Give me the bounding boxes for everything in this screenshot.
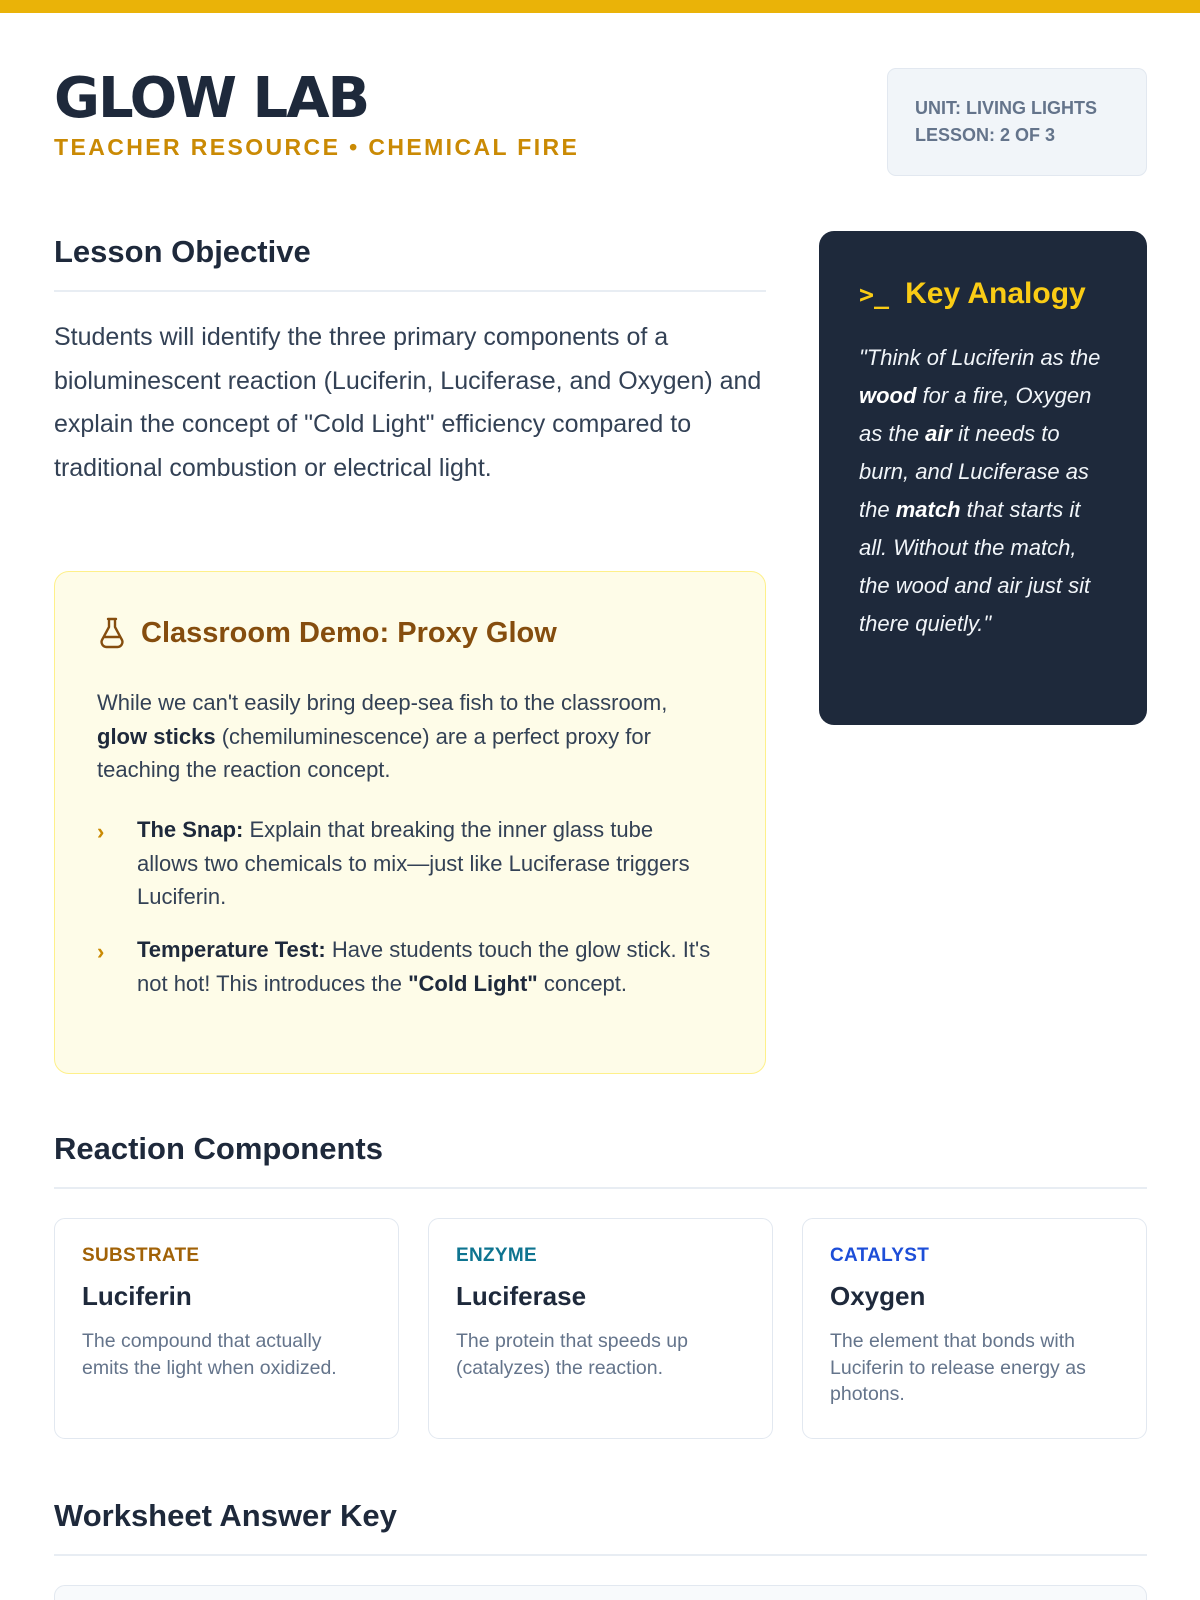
demo-title: Classroom Demo: Proxy Glow [141,616,557,649]
card-name: Luciferase [456,1281,587,1311]
top-accent-bar [0,0,1200,13]
chevron-right-icon: › [97,939,105,964]
item-label: Temperature Test: [137,937,326,962]
demo-intro-part: While we can't easily bring deep-sea fish to the classroom, [97,690,668,715]
quote-bold: wood [859,383,917,408]
chevron-right-icon: › [97,819,105,844]
item-bold: "Cold Light" [408,970,538,996]
item-text: Have students touch the glow stick. It's not hot! This introduces the [137,937,711,996]
component-card [802,1218,1147,1439]
divider [54,290,766,292]
analogy-quote [859,339,1107,643]
card-description: The protein that speeds up (catalyzes) the reaction. [456,1330,688,1379]
card-tag: SUBSTRATE [82,1245,200,1266]
page-title: GLOW LAB [54,66,369,131]
quote-bold: match [895,497,961,522]
objective-heading: Lesson Objective [54,234,311,269]
quote-part: for a fire, Oxygen as the [859,383,1092,446]
card-name: Luciferin [82,1281,192,1311]
demo-intro [97,686,717,787]
lesson-meta-box [887,68,1147,176]
terminal-icon: >_ [859,279,890,309]
components-heading: Reaction Components [54,1131,383,1166]
demo-list-item [97,933,717,1000]
demo-intro-bold: glow sticks [97,723,216,749]
divider [54,1554,1147,1556]
component-card [54,1218,399,1439]
lesson-label: LESSON: 2 OF 3 [915,125,1056,145]
demo-intro-part: (chemiluminescence) are a perfect proxy for teaching the reaction concept. [97,723,651,782]
unit-label: UNIT: LIVING LIGHTS [915,98,1097,118]
demo-list-item [97,813,717,914]
divider [54,1187,1147,1189]
item-text: Explain that breaking the inner glass tube allows two chemicals to mix—just like Luciferase triggers Luciferin. [137,817,690,909]
page-subtitle: TEACHER RESOURCE • CHEMICAL FIRE [54,134,580,160]
quote-part: that starts it all. Without the match, the wood and air just sit there quietly." [859,497,1091,636]
quote-bold: air [925,421,952,446]
analogy-header [859,277,1107,311]
quote-part: it needs to burn, and Luciferase as the [859,421,1089,522]
key-analogy-panel [819,231,1147,725]
card-description: The compound that actually emits the light when oxidized. [82,1330,337,1379]
card-tag: CATALYST [830,1245,930,1266]
item-label: The Snap: [137,817,244,842]
component-card [428,1218,773,1439]
answer-key-box [54,1585,1147,1600]
worksheet-heading: Worksheet Answer Key [54,1498,397,1533]
objective-text: Students will identify the three primary components of a bioluminescent reaction (Luciferin, Luciferase, and Oxygen) and explain the concept of "Cold Light" efficiency compared to traditional combustion or electrical light. [54,323,762,482]
classroom-demo-panel [54,571,766,1074]
card-tag: ENZYME [456,1245,537,1266]
item-text: concept. [543,970,628,996]
quote-part: "Think of Luciferin as the [859,345,1101,370]
card-name: Oxygen [830,1281,926,1311]
page-header [54,66,1147,176]
analogy-title: Key Analogy [905,277,1086,310]
card-description: The element that bonds with Luciferin to release energy as photons. [830,1330,1086,1405]
demo-header [97,616,557,650]
flask-icon [97,616,127,650]
